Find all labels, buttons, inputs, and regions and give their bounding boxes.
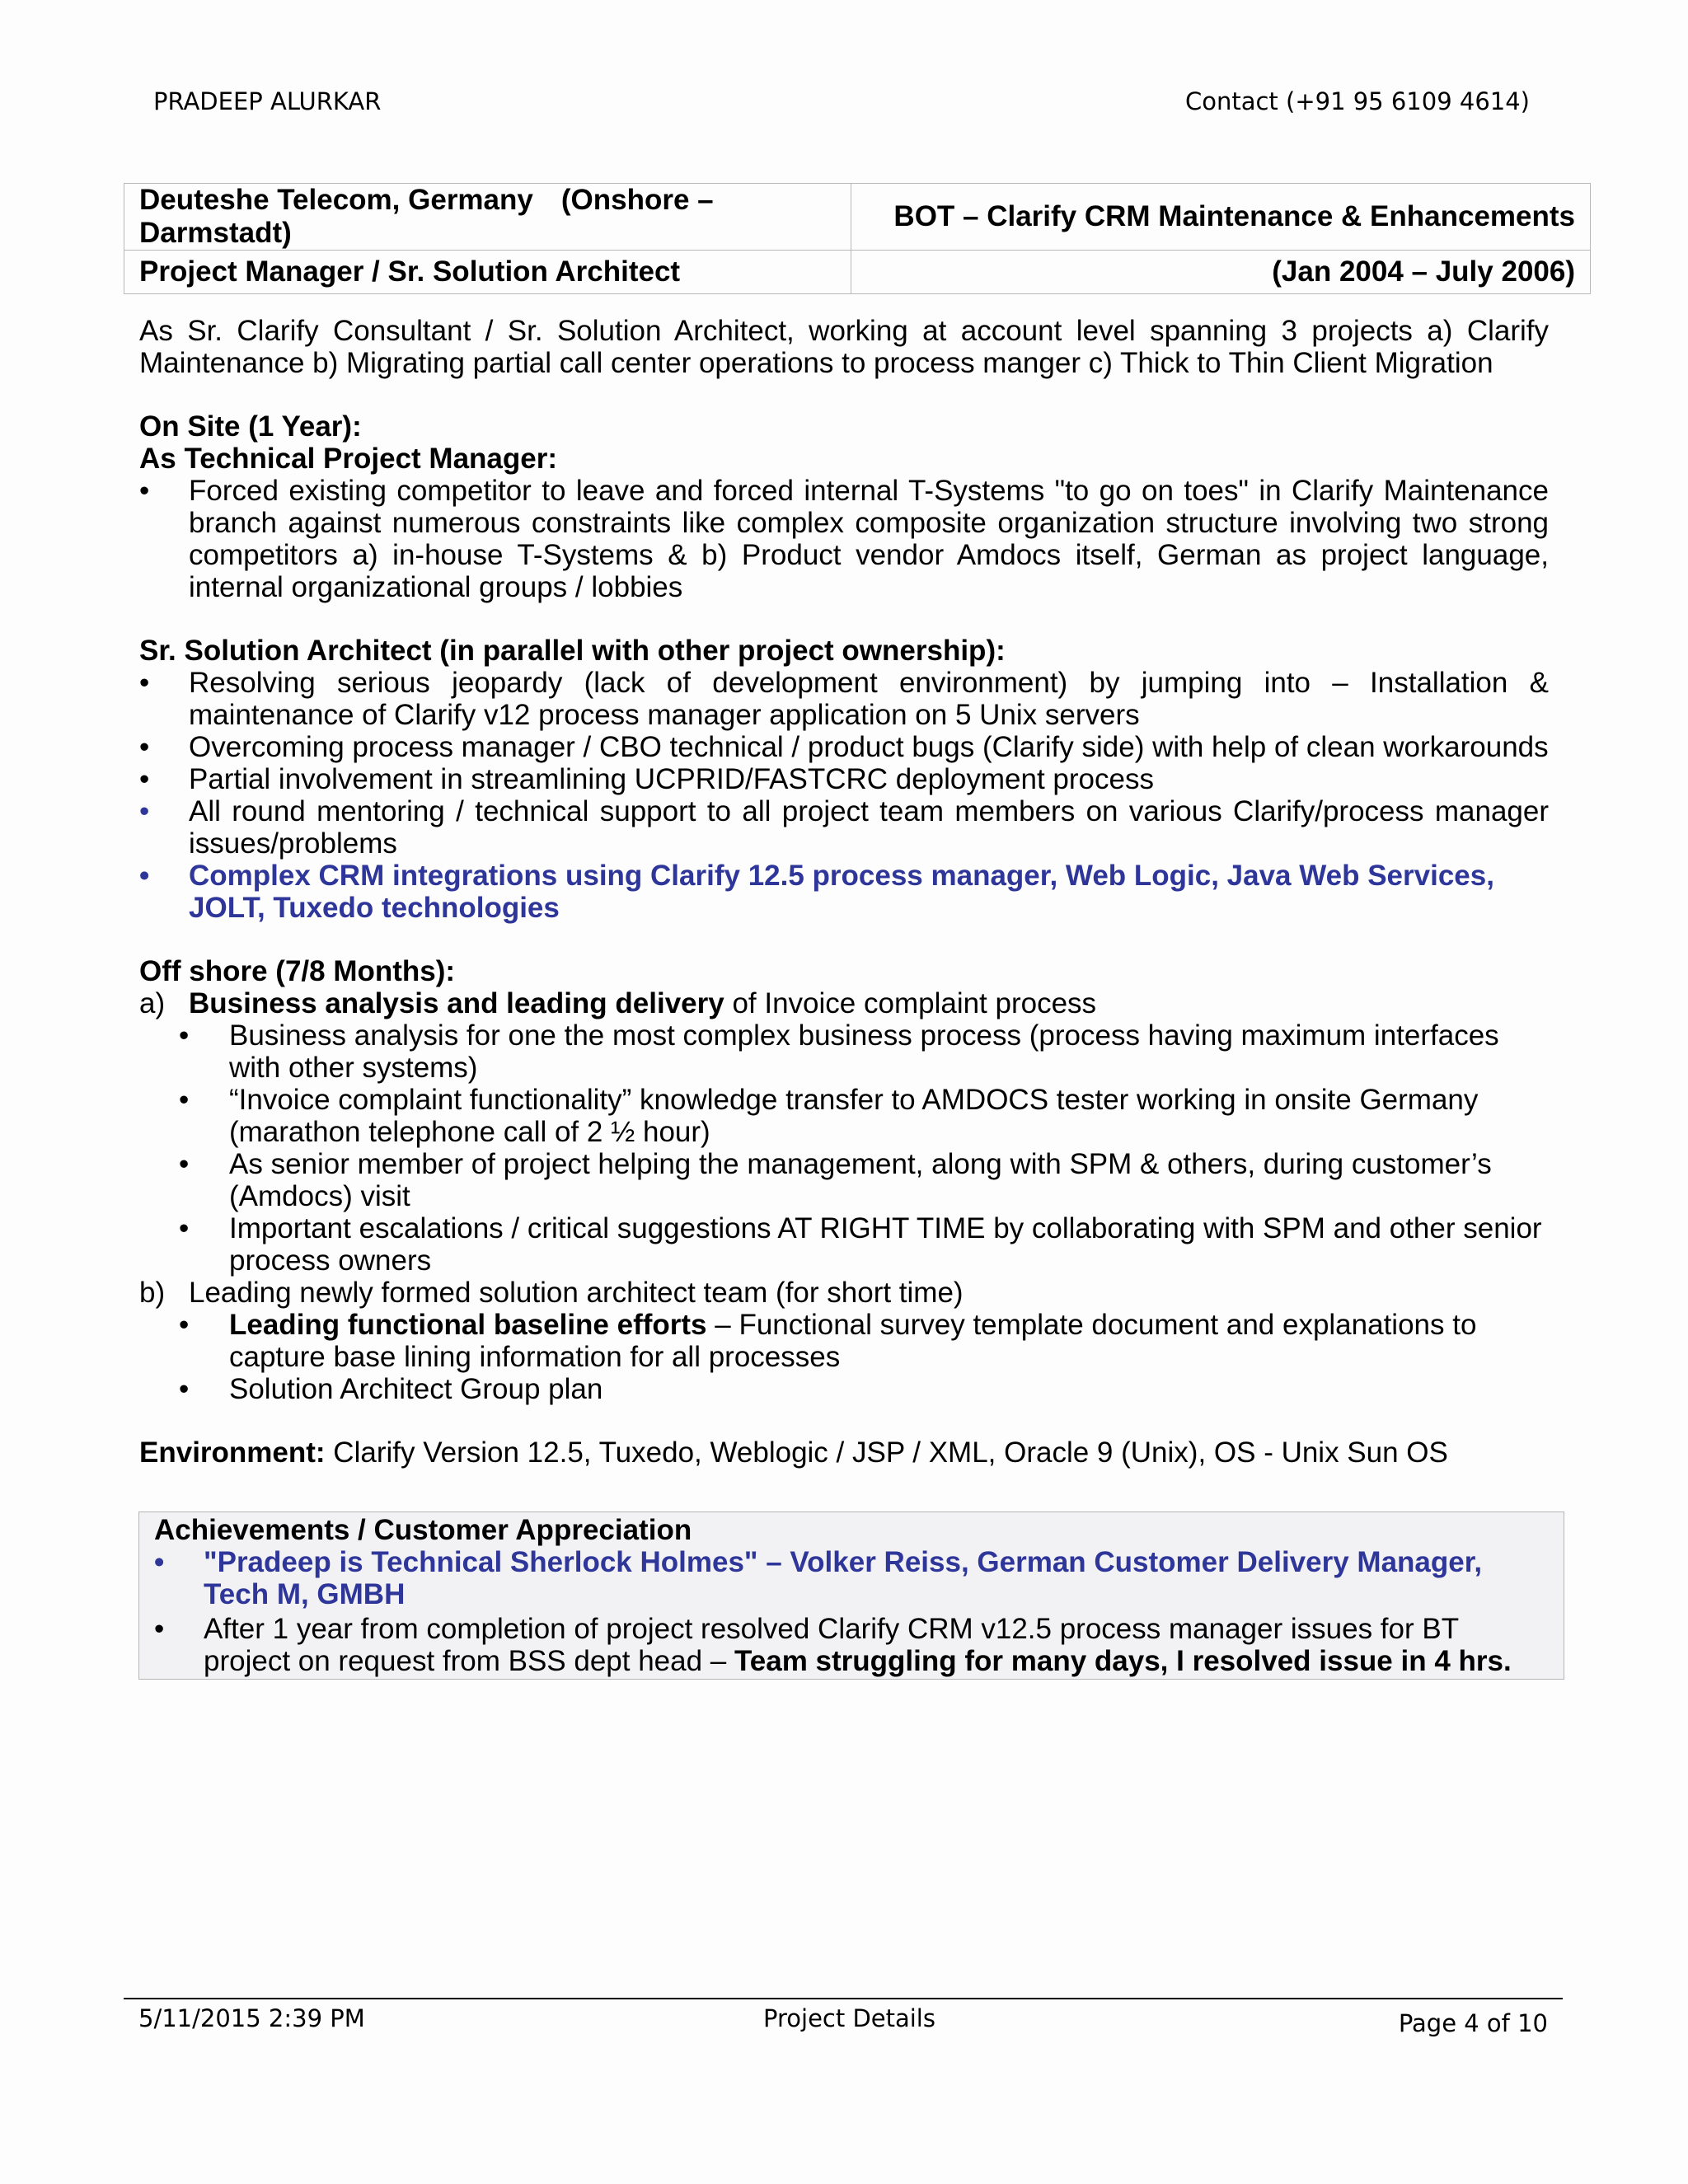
list-item-text: Important escalations / critical suggestions AT RIGHT TIME by collaborating with SPM and other senior process owners	[229, 1212, 1542, 1277]
list-item-text: Solution Architect Group plan	[229, 1373, 603, 1405]
item-text: Leading newly formed solution architect team (for short time)	[189, 1277, 964, 1309]
list-item-text: Business analysis for one the most complex business process (process having maximum interfaces with other systems)	[229, 1019, 1499, 1084]
onsite-heading: On Site (1 Year):	[139, 410, 362, 443]
list-item-text: “Invoice complaint functionality” knowledge transfer to AMDOCS tester working in onsite Germany (marathon telephone call of 2 ½ hour)	[229, 1084, 1479, 1148]
list-item-text: Partial involvement in streamlining UCPRID/FASTCRC deployment process	[189, 763, 1154, 795]
bullet-icon: •	[179, 1212, 190, 1244]
list-item-text: Overcoming process manager / CBO technical / product bugs (Clarify side) with help of clean workarounds	[189, 731, 1549, 763]
project-title: BOT – Clarify CRM Maintenance & Enhancements	[851, 184, 1591, 251]
project-role: Project Manager / Sr. Solution Architect	[124, 251, 851, 294]
bullet-icon: •	[139, 475, 150, 507]
offshore-item-a	[139, 987, 1549, 1019]
bullet-icon: •	[139, 795, 150, 827]
list-item	[139, 1373, 1549, 1405]
list-item-highlight	[139, 860, 1549, 924]
item-label: a)	[139, 987, 166, 1019]
bullet-icon: •	[179, 1373, 190, 1405]
bullet-icon: •	[139, 763, 150, 795]
list-item	[139, 795, 1549, 860]
bullet-icon: •	[154, 1613, 165, 1645]
list-item-text: Forced existing competitor to leave and forced internal T-Systems "to go on toes" in Clarify Maintenance branch against numerous constraints like complex composite organization structure involving two strong competitors a) in-house T-Systems & b) Product vendor Amdocs itself, German as project language, internal organizational groups / lobbies	[189, 475, 1549, 603]
main-content	[139, 315, 1549, 1469]
list-item-bold-text: Leading functional baseline efforts	[229, 1309, 707, 1341]
project-table	[124, 183, 1591, 294]
project-row-1	[124, 184, 1591, 251]
project-period: (Jan 2004 – July 2006)	[851, 251, 1591, 294]
list-item	[139, 667, 1549, 731]
list-item	[139, 1212, 1549, 1277]
bullet-icon: •	[179, 1019, 190, 1052]
list-item	[139, 475, 1549, 603]
bullet-icon: •	[179, 1084, 190, 1116]
project-client: Deuteshe Telecom, Germany	[139, 184, 533, 216]
environment-label: Environment:	[139, 1436, 326, 1469]
bullet-icon: •	[154, 1546, 165, 1578]
bullet-icon: •	[179, 1148, 190, 1180]
bullet-icon: •	[139, 731, 150, 763]
list-item-bold-text: Team struggling for many days, I resolved issue in 4 hrs.	[734, 1645, 1512, 1677]
achievement-item	[154, 1613, 1549, 1677]
list-item	[139, 1019, 1549, 1084]
list-item	[139, 1084, 1549, 1148]
project-row-2	[124, 251, 1591, 294]
item-bold-text: Business analysis and leading delivery	[189, 987, 724, 1019]
achievements-box	[138, 1511, 1564, 1680]
list-item	[139, 1148, 1549, 1212]
tpm-heading: As Technical Project Manager:	[139, 443, 558, 475]
list-item-text: All round mentoring / technical support to all project team members on various Clarify/process manager issues/problems	[189, 795, 1549, 860]
achievement-quote	[154, 1546, 1549, 1610]
list-item-text: After 1 year from completion of project resolved Clarify CRM v12.5 process manager issues for BT project on request from BSS dept head –	[204, 1613, 1459, 1677]
list-item-text: Resolving serious jeopardy (lack of development environment) by jumping into – Installation & maintenance of Clarify v12 process manager application on 5 Unix servers	[189, 667, 1549, 731]
project-client-cell	[124, 184, 851, 251]
list-item-text: As senior member of project helping the management, along with SPM & others, during customer’s (Amdocs) visit	[229, 1148, 1492, 1212]
project-location: (Onshore – Darmstadt)	[139, 184, 714, 249]
footer-rule	[124, 1998, 1563, 1999]
offshore-item-b	[139, 1277, 1549, 1309]
footer-datetime: 5/11/2015 2:39 PM	[138, 2004, 365, 2032]
offshore-heading: Off shore (7/8 Months):	[139, 955, 456, 987]
item-label: b)	[139, 1277, 166, 1309]
environment-line	[139, 1436, 1549, 1469]
list-item	[139, 731, 1549, 763]
list-item-text: "Pradeep is Technical Sherlock Holmes" – Volker Reiss, German Customer Delivery Manager, Tech M, GMBH	[204, 1546, 1483, 1610]
header-contact: Contact (+91 95 6109 4614)	[1184, 87, 1530, 115]
list-item-text: Complex CRM integrations using Clarify 12.5 process manager, Web Logic, Java Web Services, JOLT, Tuxedo technologies	[189, 860, 1494, 924]
list-item-text: – Functional survey template document and explanations to capture base lining information for all processes	[229, 1309, 1477, 1373]
bullet-icon: •	[139, 667, 150, 699]
footer-title: Project Details	[763, 2004, 935, 2032]
item-text: of Invoice complaint process	[724, 987, 1097, 1019]
bullet-icon: •	[179, 1309, 190, 1341]
environment-value: Clarify Version 12.5, Tuxedo, Weblogic / JSP / XML, Oracle 9 (Unix), OS - Unix Sun OS	[325, 1436, 1448, 1469]
list-item	[139, 763, 1549, 795]
footer-page-number: Page 4 of 10	[1398, 2009, 1548, 2037]
list-item	[139, 1309, 1549, 1373]
ssa-heading: Sr. Solution Architect (in parallel with other project ownership):	[139, 635, 1006, 667]
achievements-heading: Achievements / Customer Appreciation	[154, 1514, 692, 1546]
bullet-icon: •	[139, 860, 150, 892]
header-name: PRADEEP ALURKAR	[153, 87, 382, 115]
intro-paragraph: As Sr. Clarify Consultant / Sr. Solution Architect, working at account level spanning 3 projects a) Clarify Maintenance b) Migrating partial call center operations to process manger c) Thick to Thin Client Migration	[139, 315, 1549, 379]
